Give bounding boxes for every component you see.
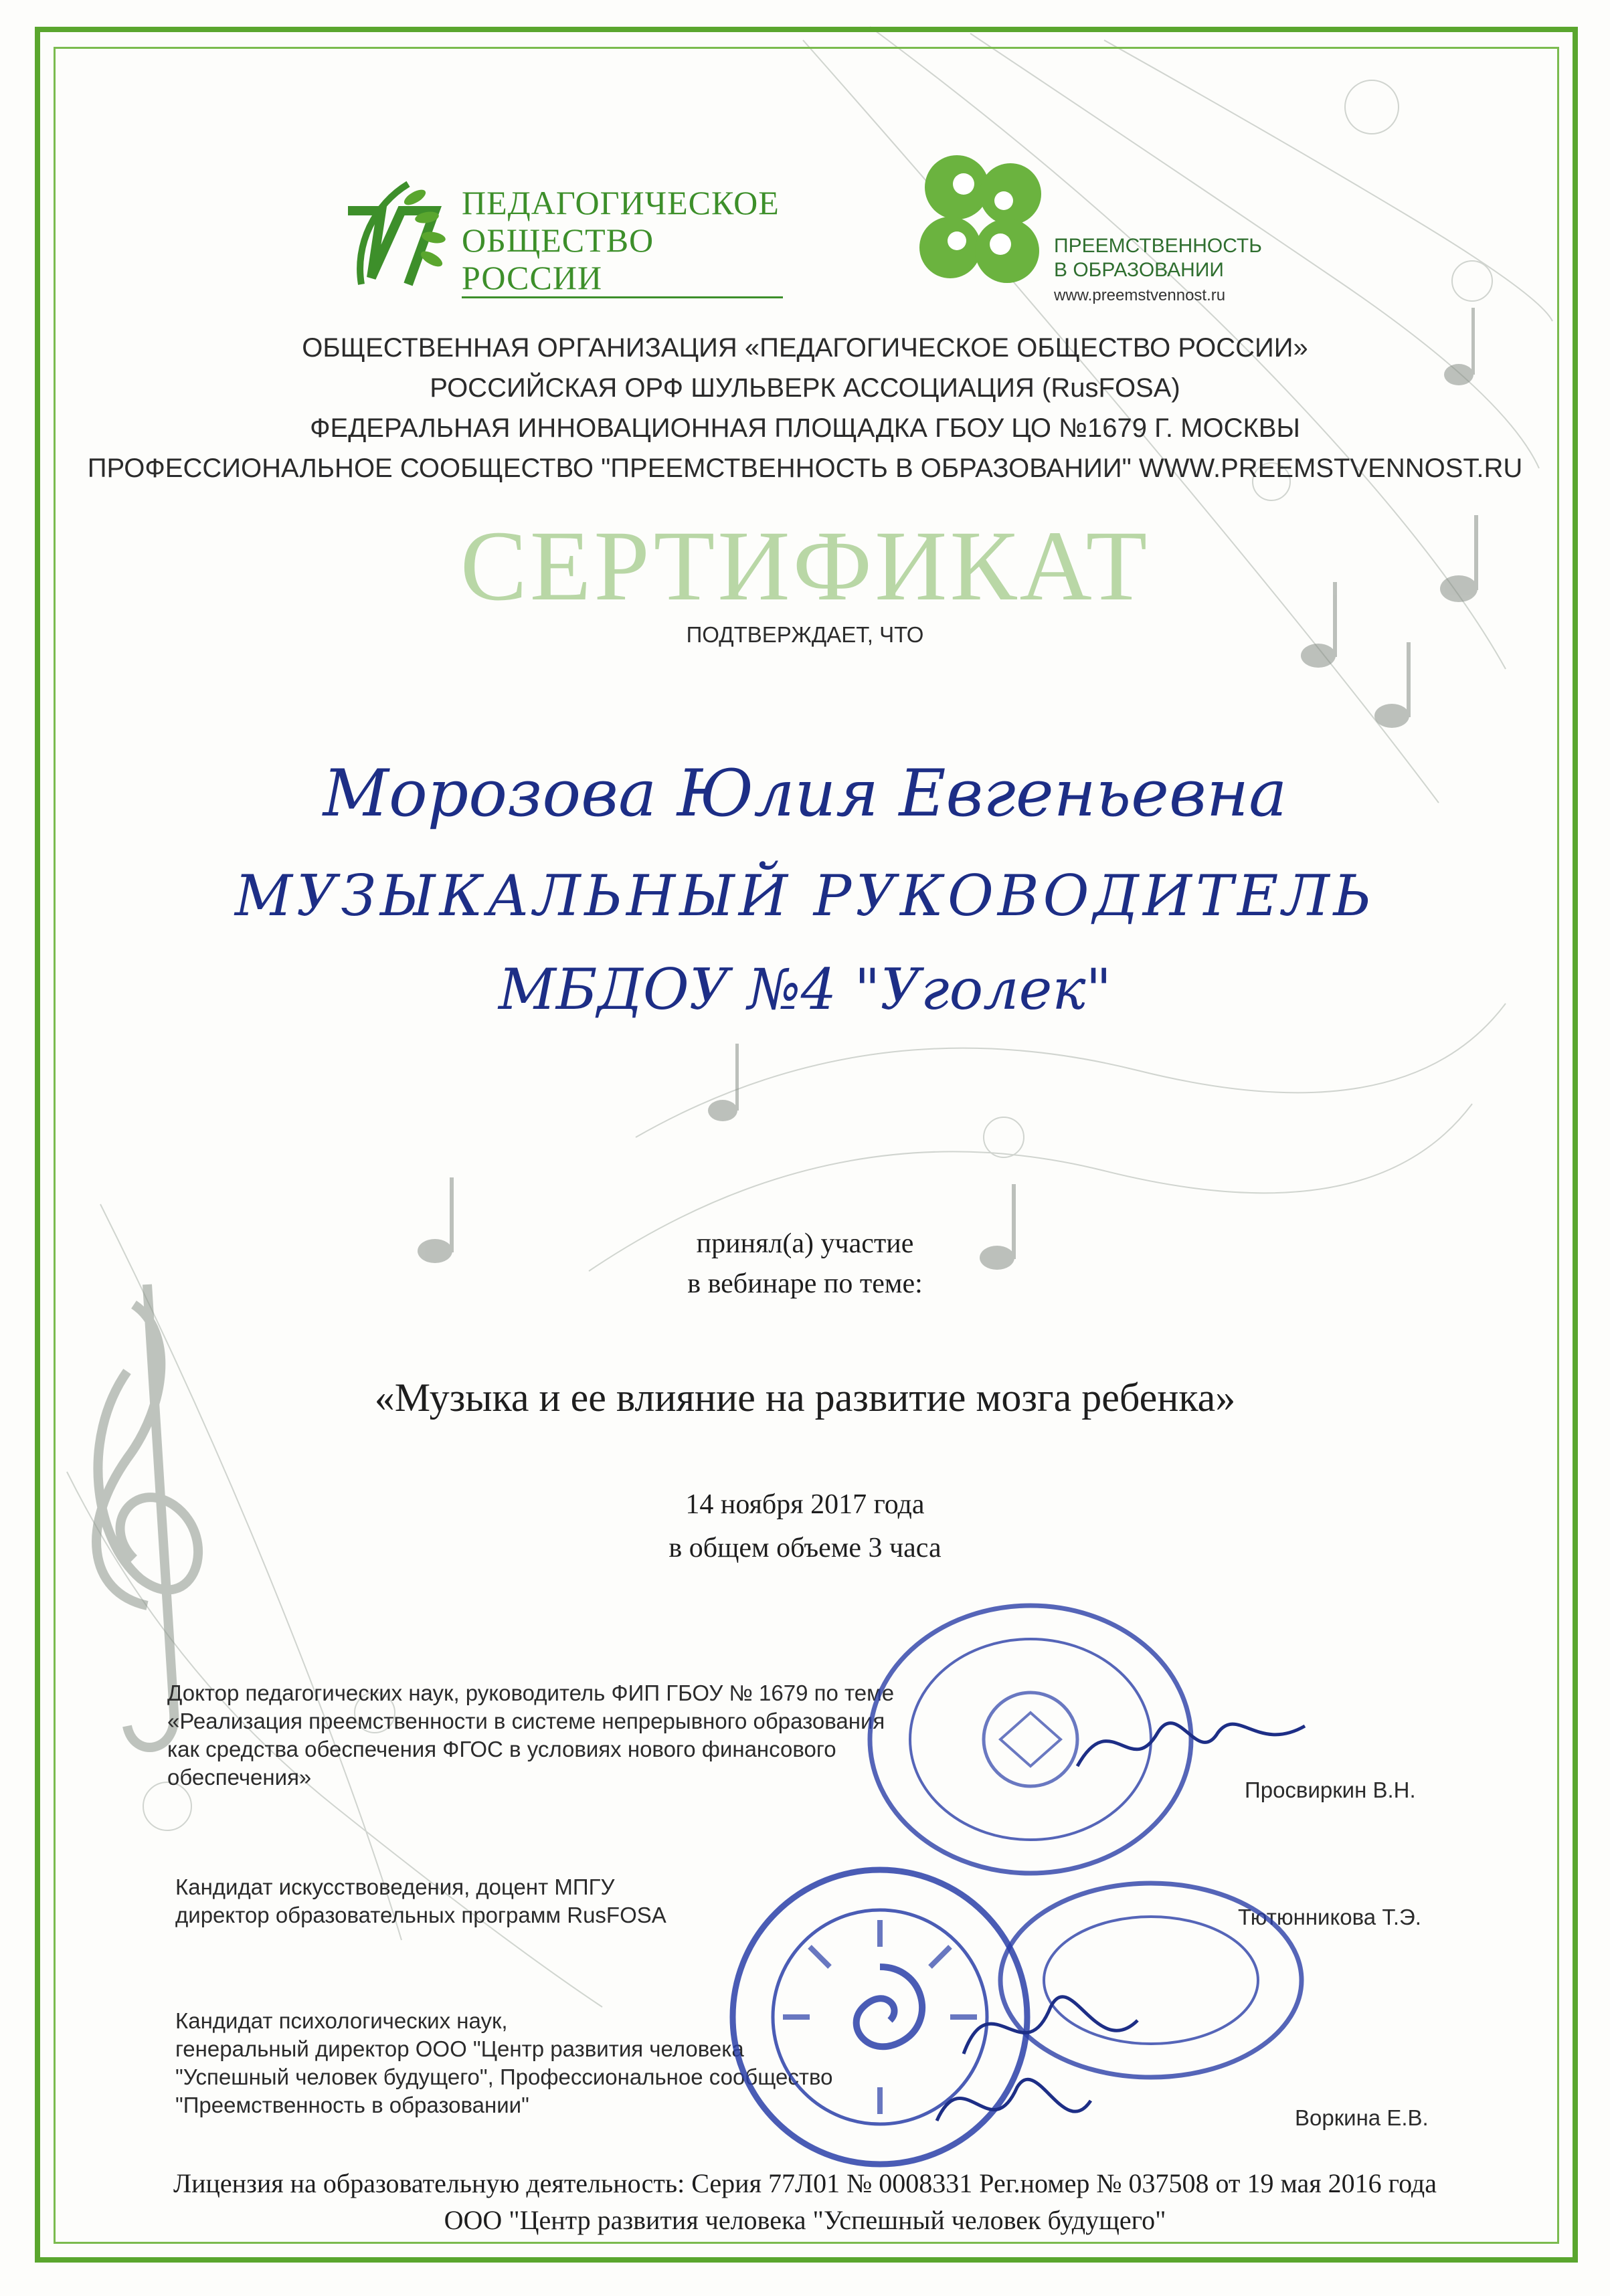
signatory-1-line-3: как средства обеспечения ФГОС в условиях нового финансового: [167, 1737, 836, 1761]
recipient-name: Морозова Юлия Евгеньевна: [323, 756, 1287, 831]
signatory-3-name: Воркина Е.В.: [1295, 2105, 1429, 2130]
signatory-1-name: Просвиркин В.Н.: [1245, 1778, 1416, 1802]
signature-3: [923, 2040, 1097, 2161]
signatory-2-name: Тютюнникова Т.Э.: [1238, 1905, 1421, 1929]
signatory-3-line-1: Кандидат психологических наук,: [175, 2008, 508, 2033]
logo-right-line-1: ПРЕЕМСТВЕННОСТЬ: [1054, 235, 1262, 257]
confirms-text: ПОДТВЕРЖДАЕТ, ЧТО: [686, 622, 924, 647]
signatory-2-line-1: Кандидат искусствоведения, доцент МПГУ: [175, 1875, 615, 1899]
signature-1: [1071, 1693, 1312, 1786]
recipient-position: МУЗЫКАЛЬНЫЙ РУКОВОДИТЕЛЬ: [234, 863, 1376, 929]
signatory-1-line-1: Доктор педагогических наук, руководитель ФИП ГБОУ № 1679 по теме: [167, 1681, 895, 1705]
participation-line-1: принял(а) участие: [696, 1228, 914, 1259]
logo-right-url: www.preemstvennost.ru: [1054, 286, 1226, 304]
license-line: Лицензия на образовательную деятельность: Серия 77Л01 № 0008331 Рег.номер № 037508 от 19 мая 2016 года: [173, 2168, 1437, 2198]
org-line-2: РОССИЙСКАЯ ОРФ ШУЛЬВЕРК АССОЦИАЦИЯ (RusFOSA): [430, 373, 1180, 403]
signatory-1-line-2: «Реализация преемственности в системе непрерывного образования: [167, 1709, 885, 1733]
org-line-3: ФЕДЕРАЛЬНАЯ ИННОВАЦИОННАЯ ПЛОЩАДКА ГБОУ ЦО №1679 Г. МОСКВЫ: [310, 413, 1300, 443]
signatory-2-credentials: [175, 1873, 666, 1929]
webinar-volume: в общем объеме 3 часа: [668, 1533, 942, 1563]
logo-left-line-1: ПЕДАГОГИЧЕСКОЕ: [462, 184, 780, 221]
logo-preemstvennost: [903, 140, 1305, 308]
recipient-organization: МБДОУ №4 "Уголек": [498, 957, 1112, 1022]
org-line-4: ПРОФЕССИОНАЛЬНОЕ СООБЩЕСТВО "ПРЕЕМСТВЕННОСТЬ В ОБРАЗОВАНИИ" WWW.PREEMSTVENNOST.RU: [87, 454, 1523, 483]
logo-left-line-3: РОССИИ: [462, 259, 603, 296]
signatory-1-line-4: обеспечения»: [167, 1765, 312, 1790]
org-line-1: ОБЩЕСТВЕННАЯ ОРГАНИЗАЦИЯ «ПЕДАГОГИЧЕСКОЕ ОБЩЕСТВО РОССИИ»: [302, 333, 1308, 363]
signatory-3-line-4: "Преемственность в образовании": [175, 2093, 529, 2117]
webinar-date: 14 ноября 2017 года: [685, 1489, 925, 1520]
logo-pedagogical-society: [335, 171, 803, 304]
logo-right-line-2: В ОБРАЗОВАНИИ: [1054, 259, 1224, 281]
license-org-line: ООО "Центр развития человека "Успешный человек будущего": [444, 2205, 1166, 2235]
signatory-2-line-2: директор образовательных программ RusFOSA: [175, 1903, 666, 1927]
participation-line-2: в вебинаре по теме:: [687, 1268, 923, 1299]
certificate-title: СЕРТИФИКАТ: [460, 510, 1150, 621]
signatory-3-line-2: генеральный директор ООО "Центр развития человека: [175, 2036, 744, 2061]
laurel-emblem-icon: [335, 171, 455, 304]
signatory-1-credentials: [167, 1679, 894, 1792]
clover-emblem-icon: [903, 140, 1057, 308]
signatory-3-line-3: "Успешный человек будущего", Профессиональное сообщество: [175, 2065, 833, 2089]
logo-left-line-2: ОБЩЕСТВО: [462, 221, 654, 259]
logo-left-underline: [462, 296, 783, 298]
webinar-topic: «Музыка и ее влияние на развитие мозга ребенка»: [374, 1375, 1236, 1420]
